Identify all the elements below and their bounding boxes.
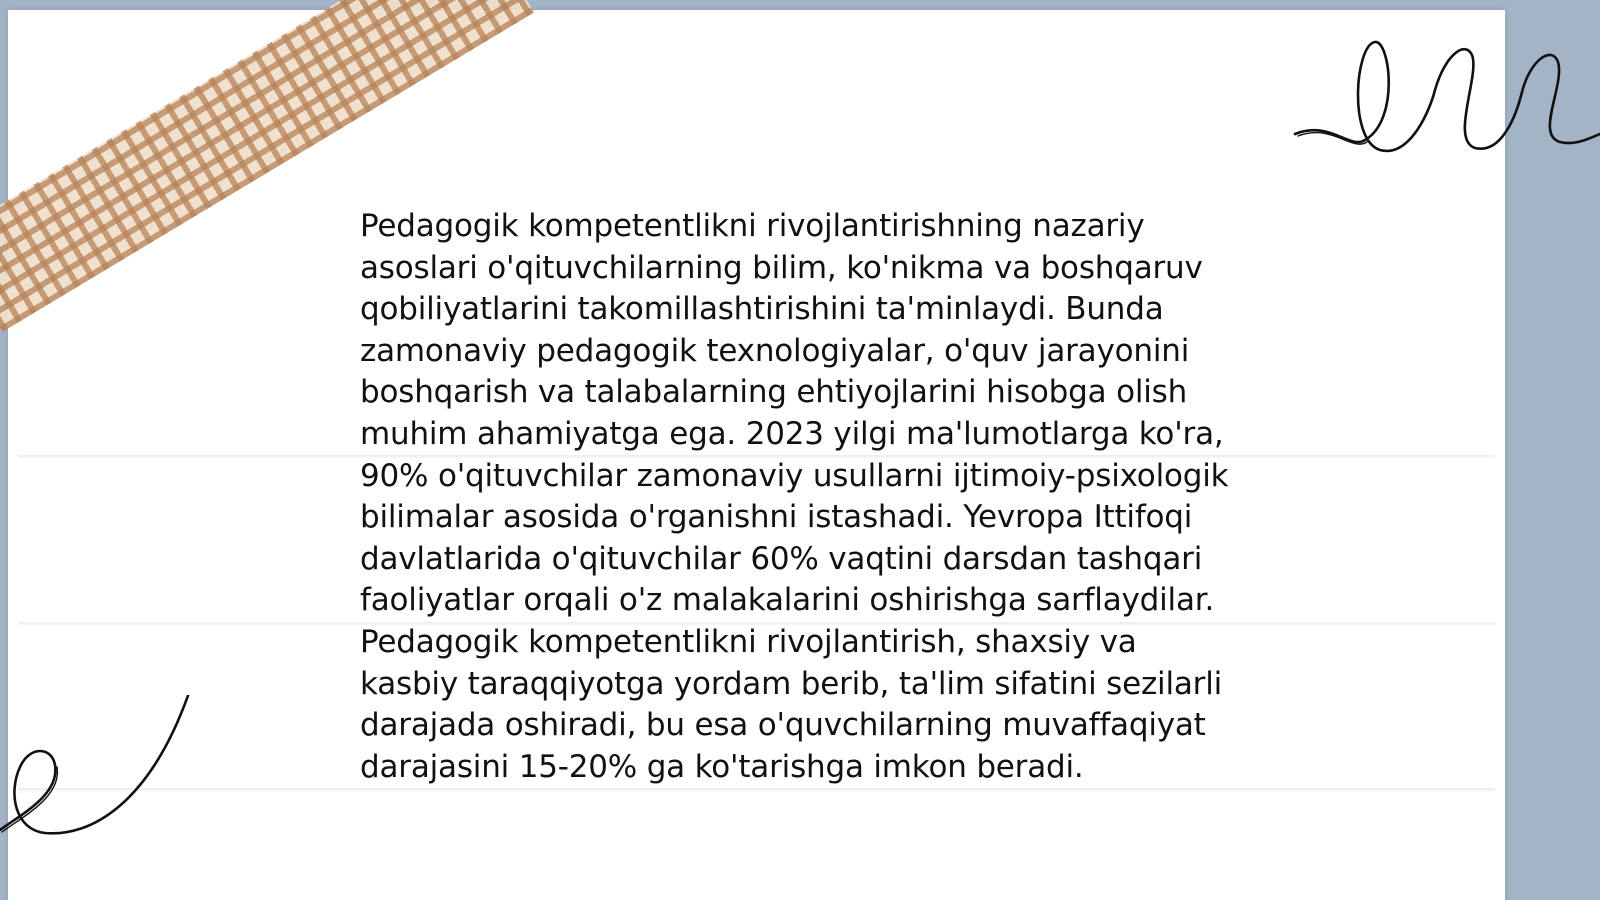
body-paragraph: Pedagogik kompetentlikni rivojlantirishning nazariy asoslari o'qituvchilarning bilim, ko'nikma va boshqaruv qobiliyatlarini takomillashtirishini ta'minlaydi. Bunda zamonaviy pedagogik texnologiyalar, o'quv jarayonini boshqarish va talabalarning ehtiyojlarini hisobga olish muhim ahamiyatga ega. 2023 yilgi ma'lumotlarga ko'ra, 90% o'qituvchilar zamonaviy usullarni ijtimoiy-psixologik bilimalar asosida o'rganishni istashadi. Yevropa Ittifoqi davlatlarida o'qituvchilar 60% vaqtini darsdan tashqari faoliyatlar orqali o'z malakalarini oshirishga sarflaydilar. Pedagogik kompetentlikni rivojlantirish, shaxsiy va kasbiy taraqqiyotga yordam berib, ta'lim sifatini sezilarli darajada oshiradi, bu esa o'quvchilarning muvaffaqiyat darajasini 15-20% ga ko'tarishga imkon beradi. — [360, 208, 1229, 785]
loop-scribble-icon — [1290, 30, 1600, 165]
paper-fold-line — [18, 788, 1495, 791]
check-scribble-icon — [0, 695, 200, 855]
